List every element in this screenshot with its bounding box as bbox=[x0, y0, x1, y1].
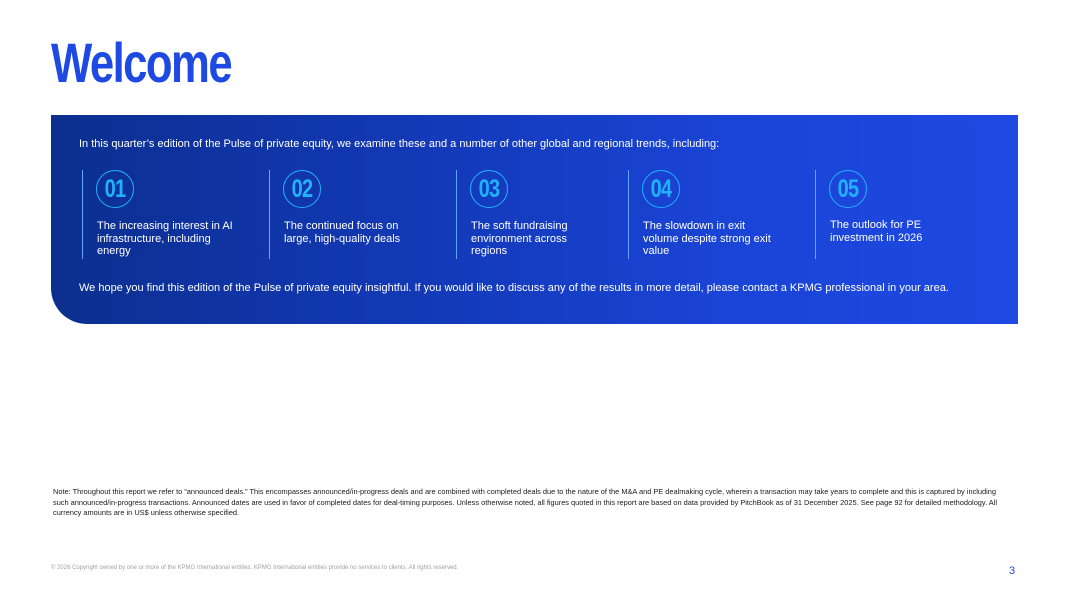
trend-number: 05 bbox=[837, 175, 859, 203]
panel-intro-text: In this quarter’s edition of the Pulse of private equity, we examine these and a number of other global and regional trends, including: bbox=[79, 138, 720, 150]
trend-item-02 bbox=[269, 170, 430, 259]
trend-text: The continued focus on large, high-quality deals bbox=[284, 220, 401, 245]
trend-text: The soft fundraising environment across regions bbox=[471, 220, 568, 258]
trend-item-05 bbox=[815, 170, 966, 259]
trend-number: 02 bbox=[291, 175, 313, 203]
copyright-text: © 2026 Copyright owned by one or more of the KPMG International entities. KPMG International entities provide no services to clients. All rights reserved. bbox=[51, 565, 459, 571]
trend-number: 03 bbox=[478, 175, 500, 203]
trend-item-03 bbox=[456, 170, 607, 259]
number-circle-icon bbox=[642, 170, 680, 208]
trend-item-04 bbox=[628, 170, 799, 259]
number-circle-icon bbox=[470, 170, 508, 208]
trends-panel bbox=[51, 115, 1018, 324]
trend-text: The outlook for PE investment in 2026 bbox=[830, 219, 923, 244]
panel-outro-text: We hope you find this edition of the Pulse of private equity insightful. If you would like to discuss any of the results in more detail, please contact a KPMG professional in your area. bbox=[79, 282, 949, 294]
page-number: 3 bbox=[1009, 565, 1016, 577]
number-circle-icon bbox=[283, 170, 321, 208]
trend-item-01 bbox=[82, 170, 243, 259]
trend-text: The increasing interest in AI infrastructure, including energy bbox=[97, 220, 233, 258]
trend-number: 04 bbox=[650, 175, 672, 203]
page-title: Welcome bbox=[51, 31, 232, 94]
number-circle-icon bbox=[96, 170, 134, 208]
trend-number: 01 bbox=[104, 175, 126, 203]
methodology-note: Note: Throughout this report we refer to “announced deals.” This encompasses announced/in-progress deals and are combined with completed deals due to the nature of the M&A and PE dealmaking cycle, wherein a transaction may take years to complete and this is captured by including such announced/in-progress transactions. Announced dates are used in favor of completed dates for deal-timing purposes. Unless otherwise noted, all figures quoted in this report are based on data provided by PitchBook as of 31 December 2025. See page 92 for detailed methodology. All currency amounts are in US$ unless otherwise specified. bbox=[53, 487, 997, 517]
trend-text: The slowdown in exit volume despite strong exit value bbox=[643, 220, 771, 258]
number-circle-icon bbox=[829, 170, 867, 208]
